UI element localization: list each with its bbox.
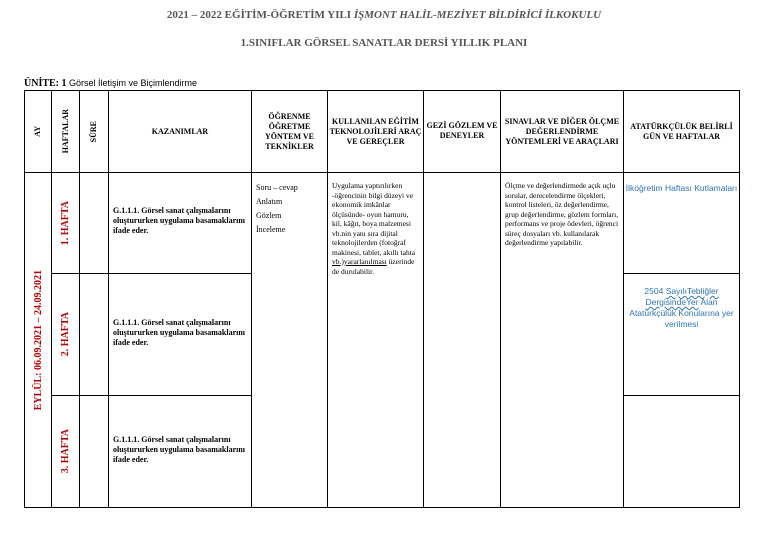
col-header-teknoloji: KULLANILAN EĞİTİM TEKNOLOJİLERİ ARAÇ VE GEREÇLER — [328, 91, 424, 173]
col-header-kazanimlar: KAZANIMLAR — [109, 91, 252, 173]
trips-cell — [424, 173, 501, 508]
col-header-gezi: GEZİ GÖZLEM VE DENEYLER — [424, 91, 501, 173]
document-title: 2021 – 2022 EĞİTİM-ÖĞRETİM YILI İŞMONT HALİL-MEZİYET BİLDİRİCİ İLKOKULU — [166, 9, 602, 21]
week-label-3: 3. HAFTA — [52, 396, 80, 508]
annual-plan-table — [24, 90, 740, 508]
col-header-haftalar: HAFTALAR — [52, 91, 80, 173]
col-header-ataturk: ATATÜRKÇÜLÜK BELİRLİ GÜN VE HAFTALAR — [624, 91, 740, 173]
week-label-1: 1. HAFTA — [52, 173, 80, 274]
col-header-ay: AY — [25, 91, 52, 173]
document-subtitle: 1.SINIFLAR GÖRSEL SANATLAR DERSİ YILLIK PLANI — [240, 37, 528, 49]
duration-cell-3 — [80, 396, 109, 508]
ataturk-week-1: İlköğretim Haftası Kutlamaları — [624, 173, 740, 274]
method-item: İnceleme — [256, 225, 286, 234]
duration-cell-1 — [80, 173, 109, 274]
week-label-2: 2. HAFTA — [52, 274, 80, 396]
kazanim-3: G.1.1.1. Görsel sanat çalışmalarını oluştururken uygulama basamaklarını ifade eder. — [109, 396, 252, 508]
month-cell: EYLÜL: 06.09.2021 – 24.09.2021 — [25, 173, 52, 508]
col-header-ogrenme: ÖĞRENME ÖĞRETME YÖNTEM VE TEKNİKLER — [252, 91, 328, 173]
ataturk-week-3 — [624, 396, 740, 508]
col-header-sinavlar: SINAVLAR VE DİĞER ÖLÇME DEĞERLENDİRME YÖNTEMLERİ VE ARAÇLARI — [501, 91, 624, 173]
method-item: Anlatım — [256, 197, 283, 206]
methods-cell — [252, 173, 328, 508]
duration-cell-2 — [80, 274, 109, 396]
unit-heading: ÜNİTE: 1 Görsel İletişim ve Biçimlendirme — [24, 78, 198, 89]
method-item: Soru – cevap — [256, 183, 298, 192]
col-header-sure: SÜRE — [80, 91, 109, 173]
kazanim-1: G.1.1.1. Görsel sanat çalışmalarını oluştururken uygulama basamaklarını ifade eder. — [109, 173, 252, 274]
tools-cell: Uygulama yaptırılırken -öğrencinin bilgi düzeyi ve ekonomik imkânlar ölçüsünde- oyun hamuru, kil, kâğıt, boya malzemesi vb.nin yanı sıra dijital teknolojilerden (fotoğraf makinesi, tablet, akıllı tahta vb.)yararlanılması üzerinde de durulabilir. — [328, 173, 424, 508]
kazanim-2: G.1.1.1. Görsel sanat çalışmalarını oluştururken uygulama basamaklarını ifade eder. — [109, 274, 252, 396]
ataturk-week-2: 2504 SayılıTebliğler DergisindeYer Alan Atatürkçülük Konularına yer verilmesi — [624, 274, 740, 396]
method-item: Gözlem — [256, 211, 282, 220]
assessment-cell: Ölçme ve değerlendirmede açık uçlu sorular, derecelendirme ölçekleri, kontrol listeleri, öz değerlendirme, grup değerlendirme, gözlem formları, performans ve proje ödevleri, öğrenci süreç dosyaları vb. kullanılarak değerlendirme yapılabilir. — [501, 173, 624, 508]
